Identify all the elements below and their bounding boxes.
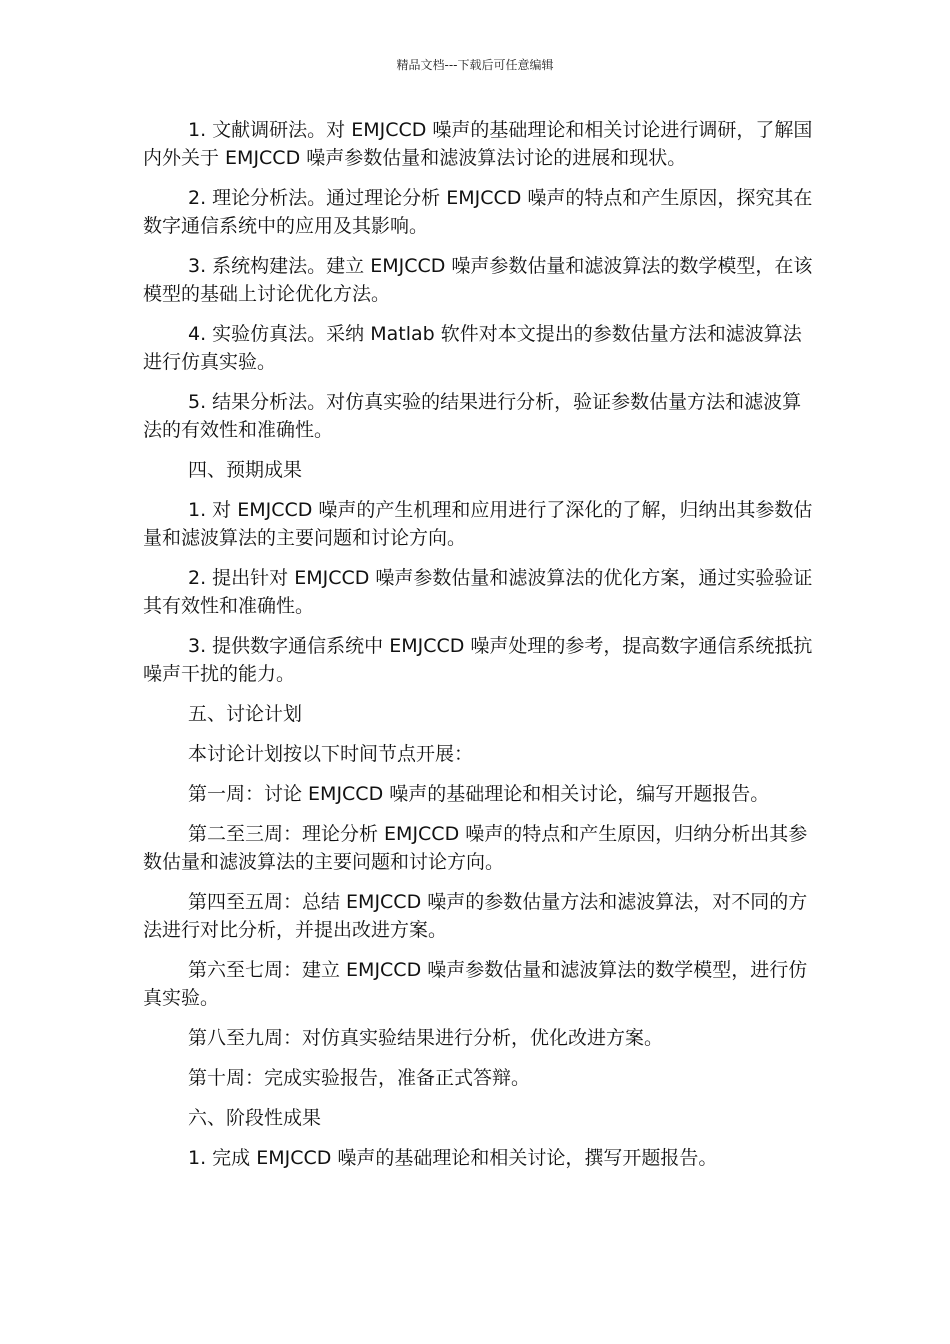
method-system-building: 3. 系统构建法。建立 EMJCCD 噪声参数估量和滤波算法的数学模型，在该模型的基础上讨论优化方法。 [143,255,813,305]
plan-week-8-9: 第八至九周：对仿真实验结果进行分析，优化改进方案。 [188,1027,664,1049]
plan-week-2-3: 第二至三周：理论分析 EMJCCD 噪声的特点和产生原因，归纳分析出其参数估量和滤波算法的主要问题和讨论方向。 [143,823,808,873]
method-simulation: 4. 实验仿真法。采纳 Matlab 软件对本文提出的参数估量方法和滤波算法进行仿真实验。 [143,323,802,373]
method-result-analysis: 5. 结果分析法。对仿真实验的结果进行分析，验证参数估量方法和滤波算法的有效性和准确性。 [143,391,802,441]
plan-week-4-5: 第四至五周：总结 EMJCCD 噪声的参数估量方法和滤波算法，对不同的方法进行对比分析，并提出改进方案。 [143,891,808,941]
document-body [143,116,815,1184]
expected-result-3: 3. 提供数字通信系统中 EMJCCD 噪声处理的参考，提高数字通信系统抵抗噪声干扰的能力。 [143,635,813,685]
plan-week-1: 第一周：讨论 EMJCCD 噪声的基础理论和相关讨论，编写开题报告。 [188,783,770,805]
method-theory-analysis: 2. 理论分析法。通过理论分析 EMJCCD 噪声的特点和产生原因，探究其在数字通信系统中的应用及其影响。 [143,187,813,237]
section-heading-stage-results: 六、阶段性成果 [188,1107,322,1129]
expected-result-2: 2. 提出针对 EMJCCD 噪声参数估量和滤波算法的优化方案，通过实验验证其有效性和准确性。 [143,567,813,617]
section-heading-expected-results: 四、预期成果 [188,459,303,481]
expected-result-1: 1. 对 EMJCCD 噪声的产生机理和应用进行了深化的了解，归纳出其参数估量和滤波算法的主要问题和讨论方向。 [143,499,813,549]
method-literature-review: 1. 文献调研法。对 EMJCCD 噪声的基础理论和相关讨论进行调研，了解国内外关于 EMJCCD 噪声参数估量和滤波算法讨论的进展和现状。 [143,119,813,169]
section-heading-plan: 五、讨论计划 [188,703,303,725]
plan-intro: 本讨论计划按以下时间节点开展： [188,743,474,765]
plan-week-6-7: 第六至七周：建立 EMJCCD 噪声参数估量和滤波算法的数学模型，进行仿真实验。 [143,959,808,1009]
stage-result-1: 1. 完成 EMJCCD 噪声的基础理论和相关讨论，撰写开题报告。 [188,1147,718,1169]
plan-week-10: 第十周：完成实验报告，准备正式答辩。 [188,1067,531,1089]
page-header: 精品文档---下载后可任意编辑 [396,58,554,72]
